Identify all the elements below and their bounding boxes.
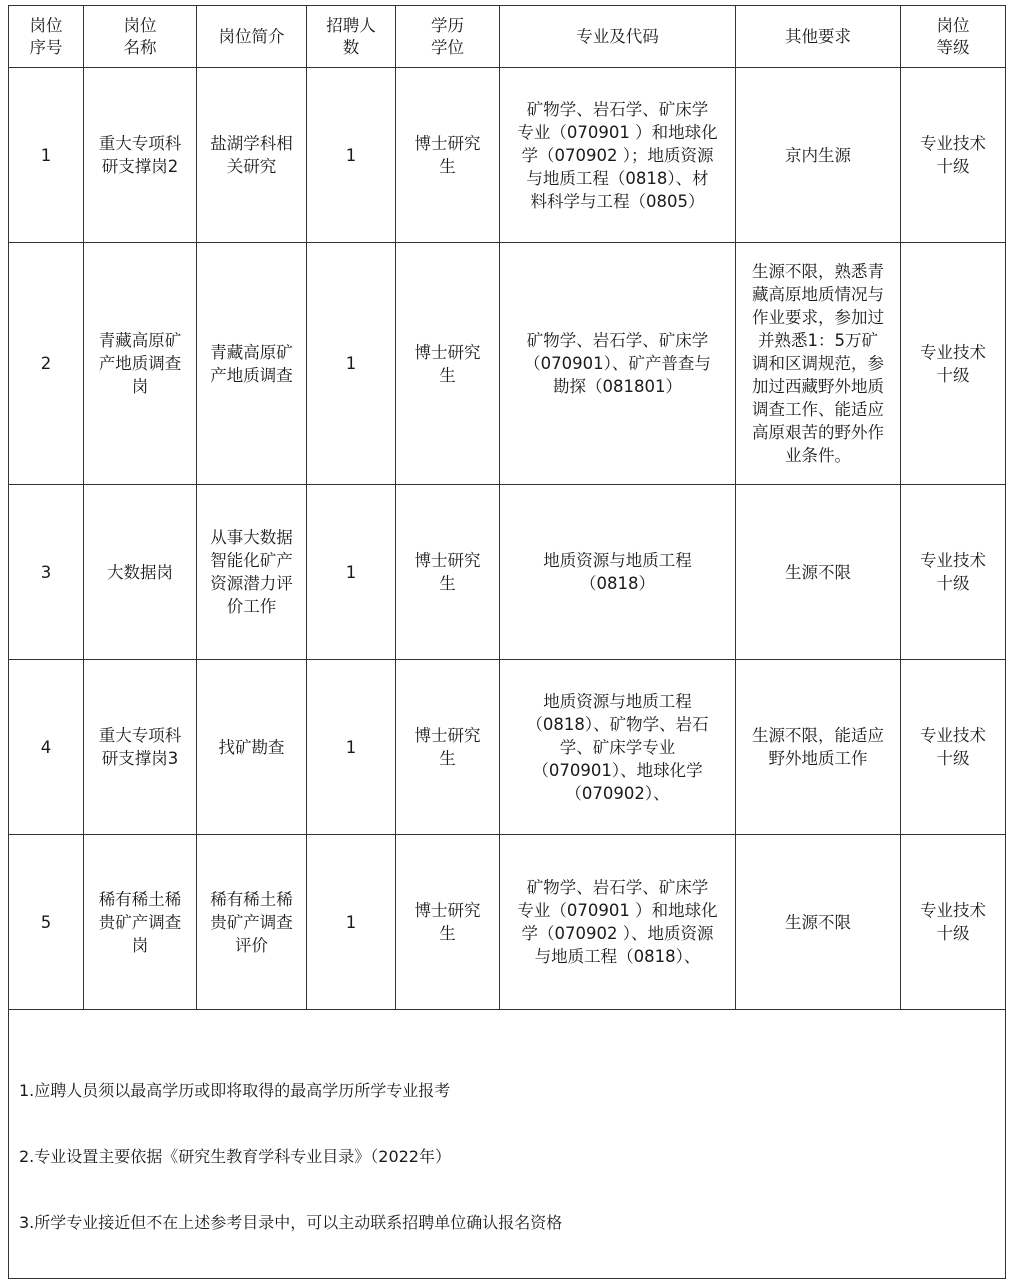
table-row — [9, 835, 1006, 1010]
header-degree: 学历 学位 — [396, 6, 500, 68]
cell-count: 1 — [307, 243, 396, 485]
cell-name: 大数据岗 — [84, 485, 197, 660]
cell-degree: 博士研究 生 — [396, 68, 500, 243]
header-position-level: 岗位 等级 — [901, 6, 1006, 68]
header-position-no: 岗位 序号 — [9, 6, 84, 68]
header-other-requirements: 其他要求 — [736, 6, 901, 68]
cell-degree: 博士研究 生 — [396, 243, 500, 485]
cell-intro: 青藏高原矿 产地质调查 — [197, 243, 307, 485]
cell-other: 生源不限，熟悉青 藏高原地质情况与 作业要求，参加过 并熟悉1：5万矿 调和区调规范，参 加过西藏野外地质 调查工作、能适应 高原艰苦的野外作 业条件。 — [736, 243, 901, 485]
note-line: 2.专业设置主要依据《研究生教育学科专业目录》（2022年） — [19, 1147, 451, 1166]
header-position-intro: 岗位简介 — [197, 6, 307, 68]
cell-other: 生源不限 — [736, 485, 901, 660]
cell-level: 专业技术 十级 — [901, 68, 1006, 243]
cell-name: 稀有稀土稀 贵矿产调查 岗 — [84, 835, 197, 1010]
cell-level: 专业技术 十级 — [901, 660, 1006, 835]
table-header — [9, 6, 1006, 68]
cell-no: 5 — [9, 835, 84, 1010]
table-row — [9, 243, 1006, 485]
cell-major: 矿物学、岩石学、矿床学 （070901）、矿产普查与 勘探（081801） — [500, 243, 736, 485]
cell-level: 专业技术 十级 — [901, 835, 1006, 1010]
notes-cell — [9, 1010, 1006, 1279]
header-position-name: 岗位 名称 — [84, 6, 197, 68]
header-row — [9, 6, 1006, 68]
cell-intro: 盐湖学科相 关研究 — [197, 68, 307, 243]
cell-major: 矿物学、岩石学、矿床学 专业（070901 ）和地球化 学（070902 ）、地质资源 与地质工程（0818）、 — [500, 835, 736, 1010]
cell-degree: 博士研究 生 — [396, 660, 500, 835]
header-headcount: 招聘人 数 — [307, 6, 396, 68]
cell-no: 4 — [9, 660, 84, 835]
cell-no: 3 — [9, 485, 84, 660]
table-body — [9, 68, 1006, 1279]
cell-degree: 博士研究 生 — [396, 835, 500, 1010]
cell-count: 1 — [307, 68, 396, 243]
note-line: 1.应聘人员须以最高学历或即将取得的最高学历所学专业报考 — [19, 1081, 451, 1100]
cell-no: 2 — [9, 243, 84, 485]
cell-count: 1 — [307, 660, 396, 835]
cell-intro: 找矿勘查 — [197, 660, 307, 835]
table-row — [9, 485, 1006, 660]
note-line: 3.所学专业接近但不在上述参考目录中，可以主动联系招聘单位确认报名资格 — [19, 1213, 563, 1232]
recruitment-table — [8, 5, 1006, 1279]
cell-major: 地质资源与地质工程 （0818） — [500, 485, 736, 660]
cell-no: 1 — [9, 68, 84, 243]
cell-count: 1 — [307, 485, 396, 660]
cell-level: 专业技术 十级 — [901, 485, 1006, 660]
cell-major: 地质资源与地质工程 （0818）、矿物学、岩石 学、矿床学专业 （070901）、地球化学 （070902）、 — [500, 660, 736, 835]
cell-name: 重大专项科 研支撑岗3 — [84, 660, 197, 835]
cell-other: 生源不限，能适应 野外地质工作 — [736, 660, 901, 835]
table-row — [9, 660, 1006, 835]
cell-name: 重大专项科 研支撑岗2 — [84, 68, 197, 243]
cell-other: 生源不限 — [736, 835, 901, 1010]
cell-intro: 稀有稀土稀 贵矿产调查 评价 — [197, 835, 307, 1010]
cell-other: 京内生源 — [736, 68, 901, 243]
cell-major: 矿物学、岩石学、矿床学 专业（070901 ）和地球化 学（070902 ）；地质资源 与地质工程（0818）、材 料科学与工程（0805） — [500, 68, 736, 243]
cell-name: 青藏高原矿 产地质调查 岗 — [84, 243, 197, 485]
notes-row — [9, 1010, 1006, 1279]
cell-count: 1 — [307, 835, 396, 1010]
cell-intro: 从事大数据 智能化矿产 资源潜力评 价工作 — [197, 485, 307, 660]
cell-degree: 博士研究 生 — [396, 485, 500, 660]
header-major: 专业及代码 — [500, 6, 736, 68]
cell-level: 专业技术 十级 — [901, 243, 1006, 485]
table-row — [9, 68, 1006, 243]
